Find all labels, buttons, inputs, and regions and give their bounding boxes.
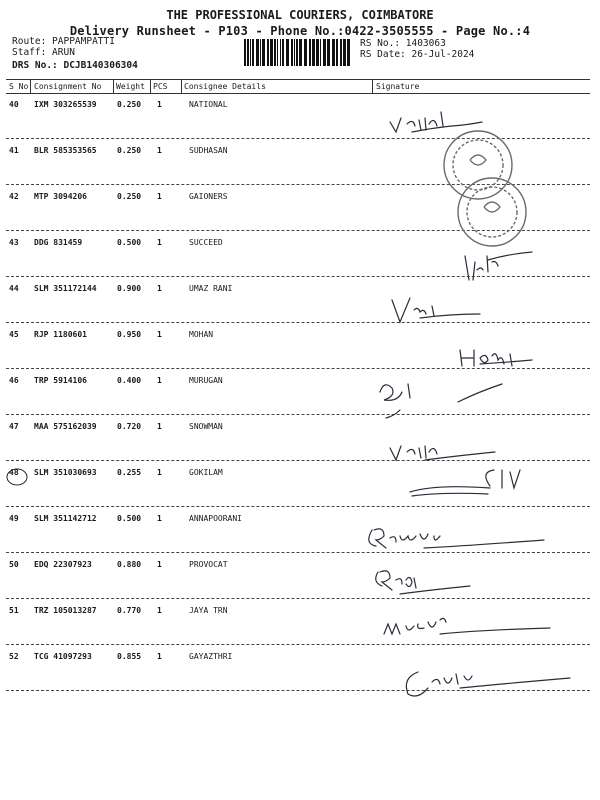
stamp-icon xyxy=(458,178,526,246)
handwritten-signature xyxy=(390,112,482,132)
cell-consignee: GAYAZTHRI xyxy=(189,652,233,661)
cell-consignee: GAIONERS xyxy=(189,192,228,201)
cell-pcs: 1 xyxy=(157,192,162,201)
cell-pcs: 1 xyxy=(157,330,162,339)
handwritten-signature xyxy=(380,384,502,418)
cell-weight: 0.855 xyxy=(117,652,142,661)
cell-sno: 45 xyxy=(9,330,19,339)
row-divider xyxy=(6,644,590,645)
cell-consignee: JAYA TRN xyxy=(189,606,228,615)
cell-consignment: BLR 585353565 xyxy=(34,146,97,155)
cell-weight: 0.250 xyxy=(117,192,142,201)
cell-weight: 0.720 xyxy=(117,422,142,431)
cell-sno: 48 xyxy=(9,468,19,477)
cell-sno: 42 xyxy=(9,192,19,201)
cell-sno: 47 xyxy=(9,422,19,431)
row-divider xyxy=(6,138,590,139)
header-rule-top xyxy=(6,79,590,80)
cell-sno: 50 xyxy=(9,560,19,569)
cell-consignee: SUCCEED xyxy=(189,238,223,247)
cell-weight: 0.880 xyxy=(117,560,142,569)
handwritten-signature xyxy=(406,672,570,696)
stamp-icon xyxy=(444,131,512,199)
col-header-weight: Weight xyxy=(116,82,145,91)
cell-weight: 0.900 xyxy=(117,284,142,293)
cell-consignee: PROVOCAT xyxy=(189,560,228,569)
cell-sno: 49 xyxy=(9,514,19,523)
row-divider xyxy=(6,230,590,231)
cell-consignment: TRP 5914106 xyxy=(34,376,87,385)
cell-consignee: SUDHASAN xyxy=(189,146,228,155)
cell-sno: 46 xyxy=(9,376,19,385)
cell-weight: 0.250 xyxy=(117,100,142,109)
cell-consignee: UMAZ RANI xyxy=(189,284,233,293)
col-header-consignment: Consignment No xyxy=(34,82,102,91)
staff-label: Staff: ARUN xyxy=(12,47,75,58)
rs-number: RS No.: 1403063 xyxy=(360,38,446,49)
row-divider xyxy=(6,184,590,185)
row-divider xyxy=(6,598,590,599)
col-divider xyxy=(30,79,31,93)
cell-pcs: 1 xyxy=(157,422,162,431)
cell-pcs: 1 xyxy=(157,146,162,155)
runsheet-subtitle: Delivery Runsheet - P103 - Phone No.:0422-3505555 - Page No.:4 xyxy=(69,24,531,38)
row-divider xyxy=(6,322,590,323)
company-title: THE PROFESSIONAL COURIERS, COIMBATORE xyxy=(166,8,434,22)
col-divider xyxy=(150,79,151,93)
cell-consignment: SLM 351030693 xyxy=(34,468,97,477)
cell-weight: 0.500 xyxy=(117,514,142,523)
col-header-consignee: Consignee Details xyxy=(184,82,266,91)
handwritten-signature xyxy=(384,618,550,634)
cell-consignee: ANNAPOORANI xyxy=(189,514,242,523)
col-divider xyxy=(181,79,182,93)
cell-consignee: MURUGAN xyxy=(189,376,223,385)
drs-number: DRS No.: DCJB140306304 xyxy=(12,60,138,71)
cell-weight: 0.500 xyxy=(117,238,142,247)
handwritten-signature xyxy=(390,446,495,460)
cell-consignment: SLM 351142712 xyxy=(34,514,97,523)
cell-weight: 0.255 xyxy=(117,468,142,477)
row-divider xyxy=(6,460,590,461)
cell-consignee: MOHAN xyxy=(189,330,214,339)
handwritten-signature xyxy=(376,571,470,594)
cell-weight: 0.950 xyxy=(117,330,142,339)
row-divider xyxy=(6,506,590,507)
cell-pcs: 1 xyxy=(157,606,162,615)
cell-sno: 44 xyxy=(9,284,19,293)
header-rule-bottom xyxy=(6,93,590,94)
cell-pcs: 1 xyxy=(157,238,162,247)
cell-weight: 0.400 xyxy=(117,376,142,385)
cell-consignment: TRZ 105013287 xyxy=(34,606,97,615)
cell-consignment: SLM 351172144 xyxy=(34,284,97,293)
handwritten-signature xyxy=(460,350,532,366)
row-divider xyxy=(6,414,590,415)
col-divider xyxy=(113,79,114,93)
cell-pcs: 1 xyxy=(157,376,162,385)
route-label: Route: PAPPAMPATTI xyxy=(12,36,115,47)
cell-pcs: 1 xyxy=(157,652,162,661)
handwritten-signature xyxy=(392,298,480,322)
col-divider xyxy=(372,79,373,93)
cell-consignee: GOKILAM xyxy=(189,468,223,477)
row-divider xyxy=(6,690,590,691)
cell-consignment: EDQ 22307923 xyxy=(34,560,92,569)
cell-sno: 40 xyxy=(9,100,19,109)
cell-pcs: 1 xyxy=(157,468,162,477)
cell-sno: 51 xyxy=(9,606,19,615)
cell-pcs: 1 xyxy=(157,284,162,293)
cell-pcs: 1 xyxy=(157,514,162,523)
cell-consignee: SNOWMAN xyxy=(189,422,223,431)
cell-sno: 41 xyxy=(9,146,19,155)
cell-weight: 0.250 xyxy=(117,146,142,155)
row-divider xyxy=(6,276,590,277)
col-header-sno: S No xyxy=(9,82,29,91)
cell-consignment: RJP 1180601 xyxy=(34,330,87,339)
col-header-signature: Signature xyxy=(376,82,420,91)
cell-weight: 0.770 xyxy=(117,606,142,615)
cell-consignment: DDG 831459 xyxy=(34,238,83,247)
cell-consignee: NATIONAL xyxy=(189,100,228,109)
cell-consignment: MTP 3094206 xyxy=(34,192,87,201)
row-divider xyxy=(6,368,590,369)
rs-date: RS Date: 26-Jul-2024 xyxy=(360,49,475,60)
handwritten-signature xyxy=(369,529,544,548)
cell-consignment: MAA 575162039 xyxy=(34,422,97,431)
cell-pcs: 1 xyxy=(157,560,162,569)
barcode-icon xyxy=(244,39,352,66)
cell-consignment: TCG 41097293 xyxy=(34,652,92,661)
cell-pcs: 1 xyxy=(157,100,162,109)
cell-sno: 43 xyxy=(9,238,19,247)
col-header-pcs: PCS xyxy=(153,82,168,91)
row-divider xyxy=(6,552,590,553)
cell-sno: 52 xyxy=(9,652,19,661)
handwritten-signature xyxy=(410,470,520,496)
cell-consignment: IXM 303265539 xyxy=(34,100,97,109)
